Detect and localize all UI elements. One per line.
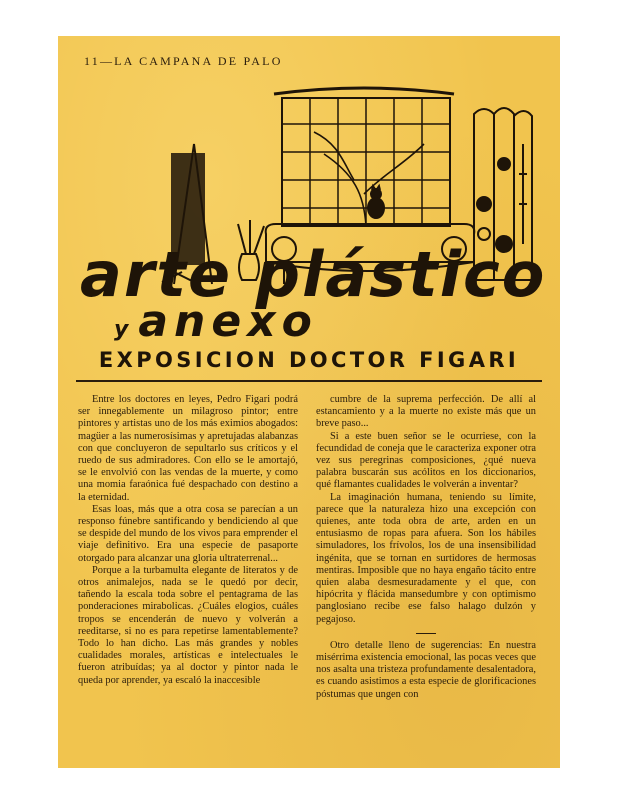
- article-column-left: [78, 394, 298, 687]
- headline-rule: [76, 380, 542, 382]
- window-icon: [274, 88, 454, 226]
- paragraph: Si a este buen señor se le ocurriese, con la fecundidad de coneja que le caracteriza exponer otra vez sus peregrinas composiciones, ¿qué nueva palabra buscarán sus acólitos en los diccionarios, qué flamantes cualidades le volverán a inventar?: [316, 430, 536, 491]
- title-word-anexo: anexo: [138, 296, 318, 347]
- cat-icon: [368, 186, 384, 218]
- title-conjunction: y: [114, 317, 129, 342]
- section-separator: [416, 633, 436, 634]
- paragraph: cumbre de la suprema perfección. De allí al estancamiento y a la muerte no existe más que un breve paso...: [316, 394, 536, 430]
- article-headline: EXPOSICION DOCTOR FIGARI: [98, 348, 520, 372]
- article-column-right: [316, 394, 536, 701]
- page-header: 11—LA CAMPANA DE PALO: [84, 54, 283, 68]
- paragraph: La imaginación humana, teniendo su límite, parece que la naturaleza hizo una excepción con quienes, ante toda obra de arte, arden en un entusiasmo de ropas para afuera. Son los hábiles simuladores, los frívolos, los de una insensibilidad ingénita, que se tornan en surtidores de hermosas mentiras. Imposible que no haya engaño tácito entre quien alaba desmesuradamente y el que, con hipócrita y flácida mansedumbre y con optimismo panglosiano recibe ese falso halago dulzón y pegajoso.: [316, 491, 536, 625]
- section-title-line2: [114, 296, 318, 347]
- paragraph: Entre los doctores en leyes, Pedro Figari podrá ser innegablemente un milagroso pintor; entre pintores y artistas uno de los más eximios abogados: magüer a las numerosísimas y apretujadas alabanzas con que concluyeron de sepultarlo sus críticos y el ruedo de sus admiradores. Con ello se le amortajó, se le envolvió con las vendas de la muerte, y como una momia faraónica fué despachado con destino a la eternidad.: [78, 394, 298, 503]
- paragraph: Otro detalle lleno de sugerencias: En nuestra misérrima existencia emocional, las pocas veces que nos asalta una tristeza profundamente desalentadora, es cuando asistimos a esta especie de glorificaciones póstumas que ungen con: [316, 639, 536, 700]
- paragraph: Esas loas, más que a otra cosa se parecían a un responso fúnebre santificando y bendiciendo al que se despide del mundo de los vivos para emprender el viaje definitivo. Era una especie de pasaporte otorgado para alcanzar una gloria ultraterrenal...: [78, 503, 298, 564]
- paragraph: Porque a la turbamulta elegante de literatos y de otros animalejos, nada se le quedó por decir, tañendo la escala toda sobre el pentagrama de las ponderaciones mirabolicas. ¿Cuáles elogios, cuáles tropos se encenderán de nuevo y volverán a reeditarse, si no es para repetirse lamentablemente? Todo lo han dicho. Las más grandes y nobles cualidades morales, artísticas e intelectuales le fueron atribuídas; ya al doctor y pintor nada le queda por aprender, ya escaló la inaccesible: [78, 564, 298, 686]
- section-title-line1: arte plástico: [80, 238, 547, 311]
- magazine-page: [58, 36, 560, 768]
